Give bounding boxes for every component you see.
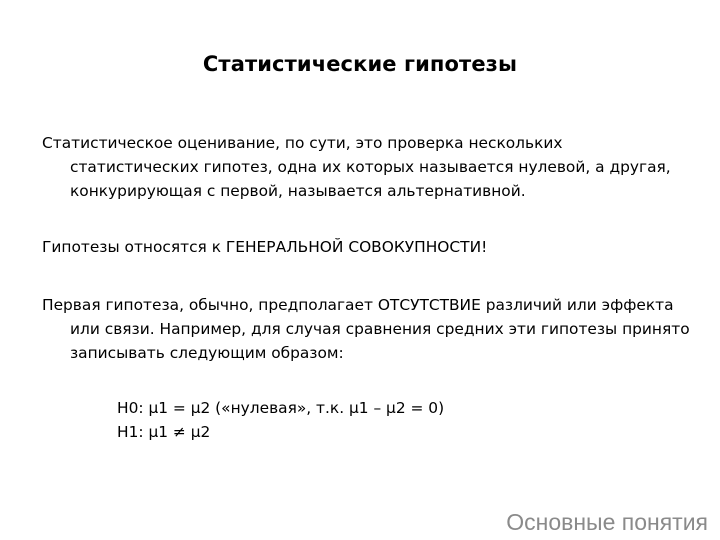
slide-title: Статистические гипотезы [202,52,518,76]
paragraph-estimation: Статистическое оценивание, по сути, это проверка нескольких статистических гипотез, одна их которых называется нулевой, а другая, конкурирующая с первой, называется альтернативной. [42,134,671,200]
footer-section-label: Основные понятия [506,509,708,535]
formula-h1: H1: µ1 ≠ µ2 [117,423,211,441]
formula-h0: H0: µ1 = µ2 («нулевая», т.к. µ1 – µ2 = 0) [117,399,445,417]
paragraph-population: Гипотезы относятся к ГЕНЕРАЛЬНОЙ СОВОКУПНОСТИ! [42,238,488,256]
paragraph-null-hypothesis: Первая гипотеза, обычно, предполагает ОТСУТСТВИЕ различий или эффекта или связи. Например, для случая сравнения средних эти гипотезы принято записывать следующим образом: [42,296,690,362]
